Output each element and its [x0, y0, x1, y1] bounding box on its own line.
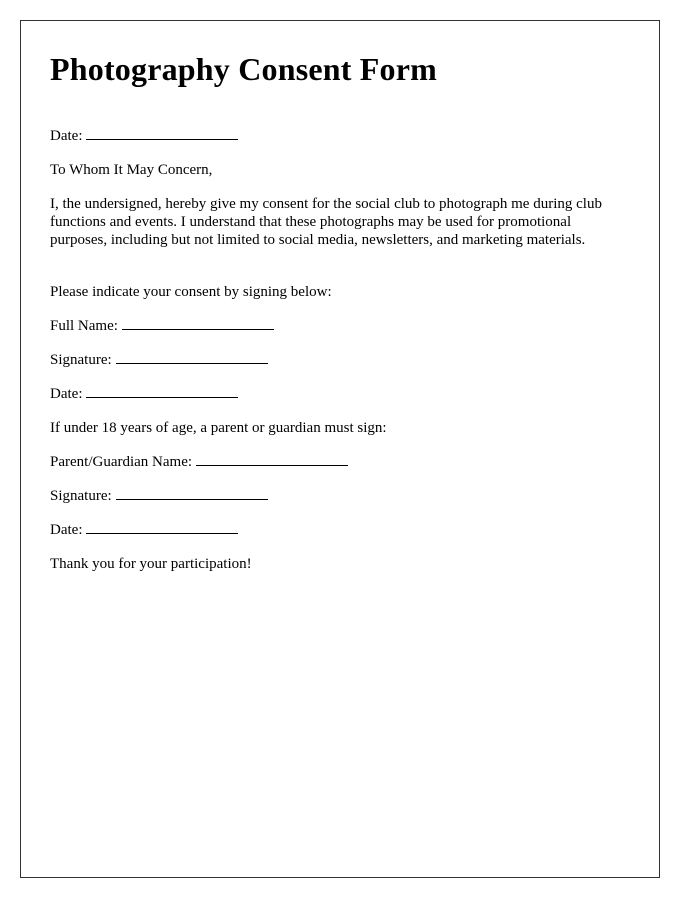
full-name-blank-line[interactable]: [122, 328, 274, 330]
full-name-row: [50, 317, 274, 335]
guardian-signature-label: Signature:: [50, 488, 112, 504]
consent-statement: I, the undersigned, hereby give my consent for the social club to photograph me during club functions and events. I understand that these photographs may be used for promotional purposes, including but not limited to social media, newsletters, and marketing materials.: [50, 196, 602, 248]
full-name-label: Full Name:: [50, 318, 118, 334]
signing-date-label: Date:: [50, 386, 83, 402]
form-title: Photography Consent Form: [50, 51, 438, 87]
guardian-name-blank-line[interactable]: [196, 464, 348, 466]
salutation: To Whom It May Concern,: [50, 162, 213, 178]
guardian-name-row: [50, 453, 348, 471]
guardian-date-label: Date:: [50, 522, 83, 538]
minor-instruction: If under 18 years of age, a parent or guardian must sign:: [50, 420, 387, 436]
date-label: Date:: [50, 128, 83, 144]
signature-row: [50, 351, 268, 369]
signature-label: Signature:: [50, 352, 112, 368]
guardian-date-row: [50, 521, 238, 539]
guardian-date-blank-line[interactable]: [86, 532, 238, 534]
date-row: [50, 127, 238, 145]
signing-date-row: [50, 385, 238, 403]
form-content: [50, 49, 630, 572]
guardian-signature-blank-line[interactable]: [116, 498, 268, 500]
consent-form-page: [20, 20, 660, 878]
signing-date-blank-line[interactable]: [86, 396, 238, 398]
signing-instruction: Please indicate your consent by signing below:: [50, 284, 332, 300]
guardian-name-label: Parent/Guardian Name:: [50, 454, 193, 470]
date-blank-line[interactable]: [86, 138, 238, 140]
guardian-signature-row: [50, 487, 268, 505]
closing-text: Thank you for your participation!: [50, 556, 252, 572]
signature-blank-line[interactable]: [116, 362, 268, 364]
